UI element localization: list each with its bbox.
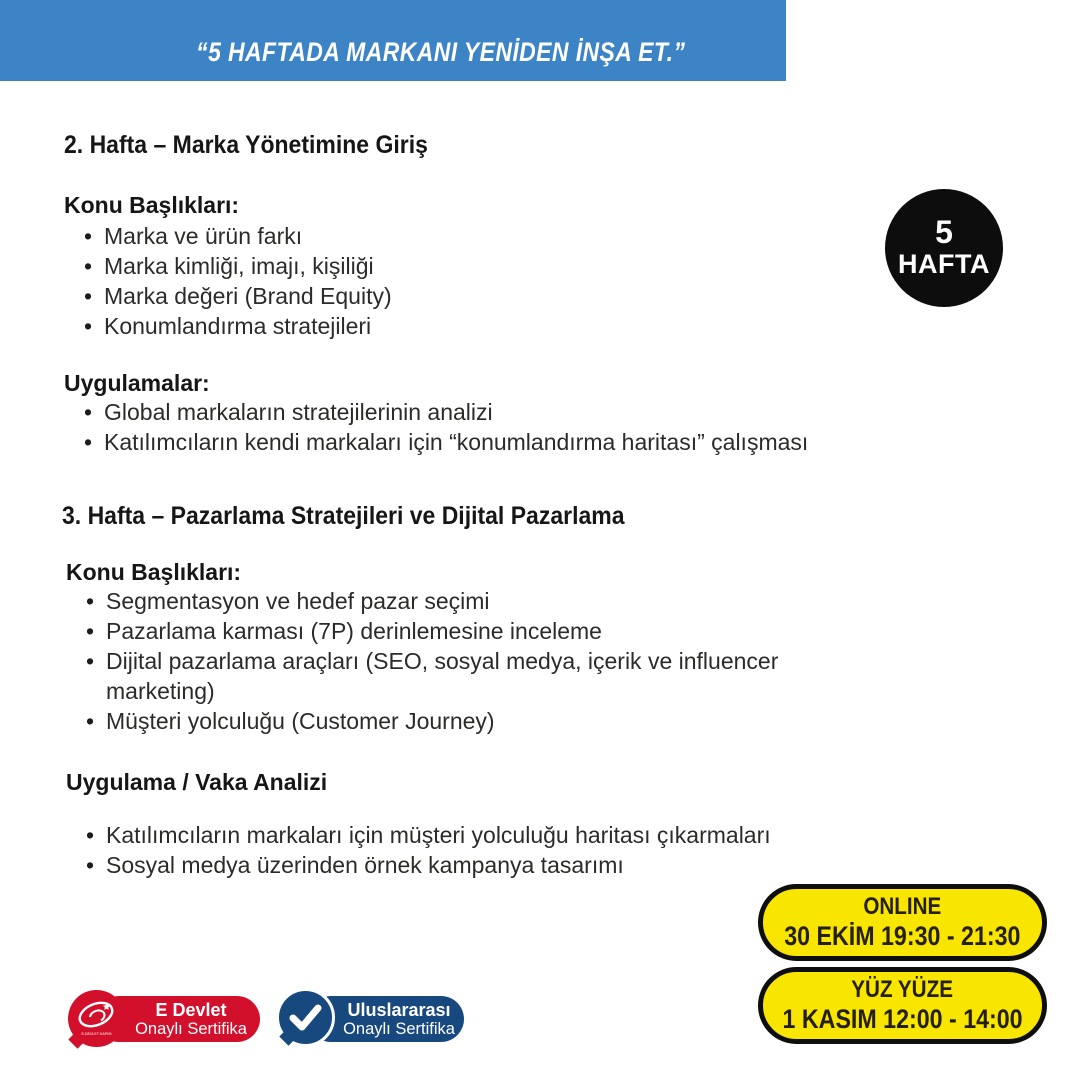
list-item: • Katılımcıların markaları için müşteri yolculuğu haritası çıkarmaları — [66, 820, 966, 850]
weeks-number: 5 — [935, 214, 953, 251]
weeks-badge — [885, 189, 1003, 307]
group-heading-case-week3: Uygulama / Vaka Analizi — [66, 769, 328, 795]
banner — [0, 0, 786, 81]
section-title-week2: 2. Hafta – Marka Yönetimine Giriş — [64, 131, 428, 159]
edevlet-logo-icon — [68, 990, 125, 1047]
list-item: • Segmentasyon ve hedef pazar seçimi — [66, 586, 830, 616]
list-item: • Marka kimliği, imajı, kişiliği — [64, 251, 964, 281]
list-item: • Pazarlama karması (7P) derinlemesine inceleme — [66, 616, 830, 646]
list-item: • Dijital pazarlama araçları (SEO, sosyal medya, içerik ve influencer marketing) — [66, 646, 830, 706]
banner-quote: “5 HAFTADA MARKANI YENİDEN İNŞA ET.” — [196, 37, 686, 67]
list-item: • Müşteri yolculuğu (Customer Journey) — [66, 706, 830, 736]
topics-list-week2 — [64, 221, 964, 341]
schedule-datetime: 1 KASIM 12:00 - 14:00 — [782, 1004, 1023, 1034]
practices-list-week2 — [64, 397, 964, 457]
svg-text:E-DEVLET KAPISI: E-DEVLET KAPISI — [81, 1032, 112, 1036]
section-title-week3: 3. Hafta – Pazarlama Stratejileri ve Dijital Pazarlama — [62, 502, 625, 530]
schedule-badge-online — [758, 884, 1047, 961]
schedule-mode: YÜZ YÜZE — [851, 976, 954, 1003]
list-item: • Sosyal medya üzerinden örnek kampanya tasarımı — [66, 850, 966, 880]
cert-subtitle: Onaylı Sertifika — [135, 1019, 247, 1038]
check-icon — [276, 988, 335, 1047]
list-item: • Marka ve ürün farkı — [64, 221, 964, 251]
group-heading-practices-week2: Uygulamalar: — [64, 370, 210, 396]
group-heading-topics-week3: Konu Başlıkları: — [66, 559, 242, 585]
case-list-week3 — [66, 820, 966, 880]
schedule-datetime: 30 EKİM 19:30 - 21:30 — [784, 921, 1021, 951]
list-item: • Katılımcıların kendi markaları için “konumlandırma haritası” çalışması — [64, 427, 964, 457]
schedule-badge-in-person — [758, 967, 1047, 1044]
group-heading-topics-week2: Konu Başlıkları: — [64, 192, 240, 218]
list-item: • Global markaların stratejilerinin analizi — [64, 397, 964, 427]
cert-title: E Devlet — [155, 999, 227, 1020]
cert-subtitle: Onaylı Sertifika — [343, 1019, 455, 1038]
cert-title: Uluslararası — [347, 999, 451, 1020]
topics-list-week3 — [66, 586, 830, 736]
weeks-label: HAFTA — [898, 248, 990, 279]
schedule-mode: ONLINE — [863, 893, 942, 920]
list-item: • Marka değeri (Brand Equity) — [64, 281, 964, 311]
list-item: • Konumlandırma stratejileri — [64, 311, 964, 341]
